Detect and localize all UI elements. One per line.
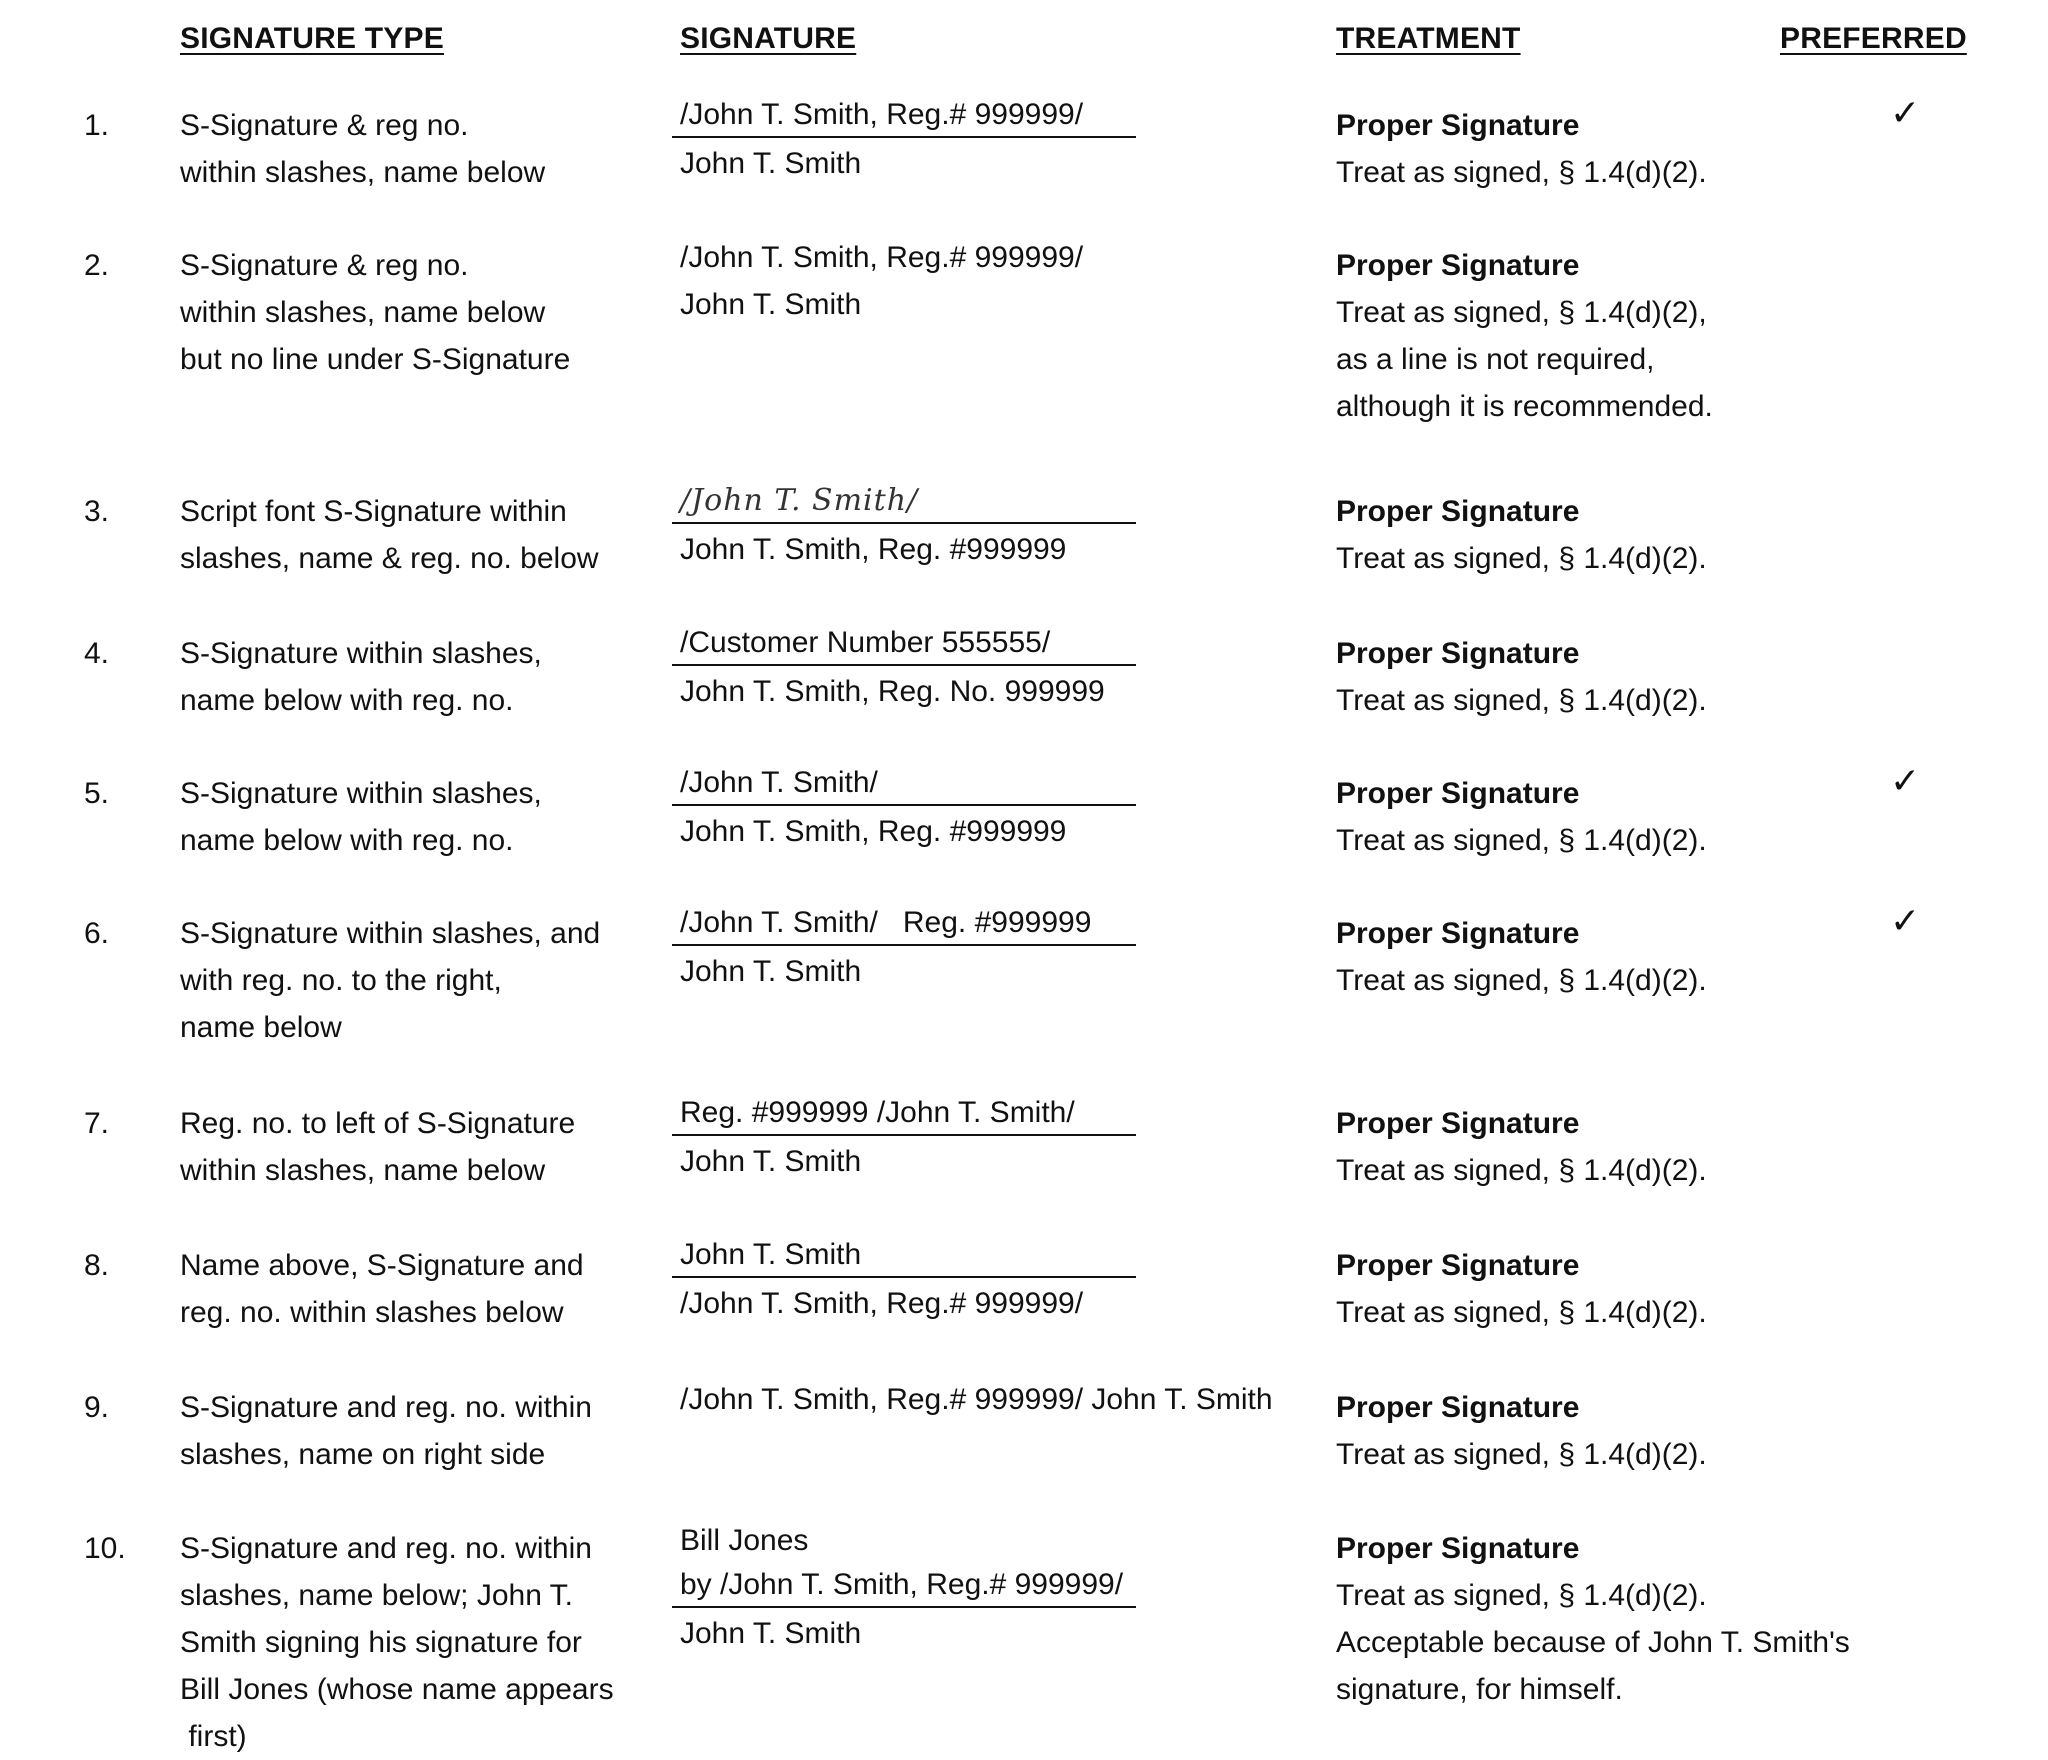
signature-type-cell <box>180 770 650 864</box>
preferred-check-icon: ✓ <box>1890 761 1921 802</box>
header-signature-type: SIGNATURE TYPE <box>180 22 444 55</box>
signature-line: /Customer Number 555555/ <box>672 622 1136 666</box>
signature-type-line: S-Signature within slashes, <box>180 637 542 670</box>
header-signature: SIGNATURE <box>680 22 857 55</box>
treatment-line: Treat as signed, § 1.4(d)(2), <box>1336 296 1707 329</box>
signature-type-line: slashes, name below; John T. <box>180 1579 574 1612</box>
treatment-cell <box>1336 102 1707 196</box>
treatment-title: Proper Signature <box>1336 637 1580 670</box>
treatment-title: Proper Signature <box>1336 1107 1580 1140</box>
treatment-line: Acceptable because of John T. Smith's <box>1336 1626 1850 1659</box>
signature-line: John T. Smith, Reg. #999999 <box>680 533 1067 566</box>
signature-type-cell <box>180 1100 650 1194</box>
signature-type-cell <box>180 630 650 724</box>
signature-example-cell <box>672 1234 1136 1327</box>
treatment-line: although it is recommended. <box>1336 390 1713 423</box>
header-preferred: PREFERRED <box>1780 22 1967 55</box>
treatment-title: Proper Signature <box>1336 1532 1580 1565</box>
signature-line: John T. Smith <box>680 288 862 321</box>
signature-example-cell <box>672 902 1136 995</box>
signature-example-cell <box>672 1376 1273 1423</box>
signature-line: John T. Smith <box>680 1145 862 1178</box>
signature-type-line: within slashes, name below <box>180 156 546 189</box>
signature-type-line: name below <box>180 1011 342 1044</box>
signature-example-cell <box>672 762 1136 855</box>
signature-type-line: Name above, S-Signature and <box>180 1249 584 1282</box>
signature-type-line: within slashes, name below <box>180 1154 546 1187</box>
signature-line: Bill Jones <box>680 1524 809 1557</box>
row-number: 5. <box>84 777 110 810</box>
treatment-line: Treat as signed, § 1.4(d)(2). <box>1336 684 1707 717</box>
signature-type-cell <box>180 102 650 196</box>
row-number: 6. <box>84 917 110 950</box>
treatment-line: Treat as signed, § 1.4(d)(2). <box>1336 964 1707 997</box>
signature-line: /John T. Smith, Reg.# 999999/ <box>680 1287 1084 1320</box>
signature-example-cell <box>672 94 1136 187</box>
signature-type-line: slashes, name on right side <box>180 1438 546 1471</box>
treatment-line: Treat as signed, § 1.4(d)(2). <box>1336 1579 1707 1612</box>
row-number: 1. <box>84 109 110 142</box>
treatment-title: Proper Signature <box>1336 109 1580 142</box>
signature-line: John T. Smith <box>680 147 862 180</box>
row-number: 7. <box>84 1107 110 1140</box>
signature-type-line: Smith signing his signature for <box>180 1626 582 1659</box>
header-treatment: TREATMENT <box>1336 22 1521 55</box>
treatment-line: signature, for himself. <box>1336 1673 1623 1706</box>
treatment-cell <box>1336 910 1707 1004</box>
row-number: 2. <box>84 249 110 282</box>
signature-example-cell <box>672 1517 1136 1657</box>
signature-line: John T. Smith <box>672 1234 1136 1278</box>
signature-type-cell <box>180 1525 650 1760</box>
treatment-line: Treat as signed, § 1.4(d)(2). <box>1336 156 1707 189</box>
signature-line: by /John T. Smith, Reg.# 999999/ <box>672 1564 1136 1608</box>
row-number: 10. <box>84 1532 126 1565</box>
signature-type-cell <box>180 488 650 582</box>
signature-type-cell <box>180 1384 650 1478</box>
signature-line: John T. Smith <box>680 1617 862 1650</box>
row-number: 9. <box>84 1391 110 1424</box>
signature-example-cell <box>672 622 1136 715</box>
signature-type-cell <box>180 242 650 383</box>
signature-example-cell <box>672 1092 1136 1185</box>
signature-type-line: slashes, name & reg. no. below <box>180 542 599 575</box>
treatment-cell <box>1336 1384 1707 1478</box>
signature-line: Reg. #999999 /John T. Smith/ <box>672 1092 1136 1136</box>
signature-type-line: but no line under S-Signature <box>180 343 571 376</box>
treatment-line: Treat as signed, § 1.4(d)(2). <box>1336 1296 1707 1329</box>
signature-type-line: S-Signature and reg. no. within <box>180 1391 592 1424</box>
signature-type-line: S-Signature & reg no. <box>180 109 469 142</box>
treatment-title: Proper Signature <box>1336 917 1580 950</box>
signature-line: /John T. Smith, Reg.# 999999/ <box>672 94 1136 138</box>
treatment-title: Proper Signature <box>1336 495 1580 528</box>
row-number: 3. <box>84 495 110 528</box>
signature-type-cell <box>180 1242 650 1336</box>
treatment-line: Treat as signed, § 1.4(d)(2). <box>1336 1438 1707 1471</box>
signature-type-line: name below with reg. no. <box>180 684 514 717</box>
signature-line: /John T. Smith, Reg.# 999999/ John T. Smith <box>680 1383 1273 1416</box>
signature-line: /John T. Smith/ <box>672 762 1136 806</box>
signature-line: /John T. Smith/ Reg. #999999 <box>672 902 1136 946</box>
signature-line: John T. Smith, Reg. No. 999999 <box>680 675 1105 708</box>
signature-type-line: Bill Jones (whose name appears <box>180 1673 614 1706</box>
signature-type-line: with reg. no. to the right, <box>180 964 502 997</box>
treatment-cell <box>1336 1242 1707 1336</box>
treatment-cell <box>1336 488 1707 582</box>
signature-example-cell <box>672 234 1083 328</box>
signature-type-line: S-Signature within slashes, and <box>180 917 601 950</box>
signature-example-cell <box>672 480 1136 573</box>
signature-type-line: first) <box>180 1720 247 1753</box>
row-number: 8. <box>84 1249 110 1282</box>
treatment-title: Proper Signature <box>1336 1249 1580 1282</box>
signature-type-line: Script font S-Signature within <box>180 495 567 528</box>
signature-type-line: within slashes, name below <box>180 296 546 329</box>
treatment-title: Proper Signature <box>1336 777 1580 810</box>
treatment-cell <box>1336 1100 1707 1194</box>
signature-type-line: reg. no. within slashes below <box>180 1296 564 1329</box>
treatment-line: Treat as signed, § 1.4(d)(2). <box>1336 1154 1707 1187</box>
signature-line: John T. Smith, Reg. #999999 <box>680 815 1067 848</box>
signature-line: /John T. Smith, Reg.# 999999/ <box>680 241 1084 274</box>
script-signature-line: /John T. Smith/ <box>672 480 1136 524</box>
treatment-line: Treat as signed, § 1.4(d)(2). <box>1336 824 1707 857</box>
treatment-cell <box>1336 242 1713 430</box>
preferred-check-icon: ✓ <box>1890 901 1921 942</box>
treatment-title: Proper Signature <box>1336 249 1580 282</box>
preferred-check-icon: ✓ <box>1890 93 1921 134</box>
signature-type-line: S-Signature & reg no. <box>180 249 469 282</box>
treatment-line: as a line is not required, <box>1336 343 1655 376</box>
treatment-cell <box>1336 1525 1850 1713</box>
signature-type-line: S-Signature and reg. no. within <box>180 1532 592 1565</box>
treatment-line: Treat as signed, § 1.4(d)(2). <box>1336 542 1707 575</box>
row-number: 4. <box>84 637 110 670</box>
signature-type-line: S-Signature within slashes, <box>180 777 542 810</box>
treatment-cell <box>1336 630 1707 724</box>
treatment-title: Proper Signature <box>1336 1391 1580 1424</box>
signature-line: John T. Smith <box>680 955 862 988</box>
treatment-cell <box>1336 770 1707 864</box>
signature-type-line: Reg. no. to left of S-Signature <box>180 1107 576 1140</box>
signature-type-cell <box>180 910 650 1051</box>
signature-type-line: name below with reg. no. <box>180 824 514 857</box>
